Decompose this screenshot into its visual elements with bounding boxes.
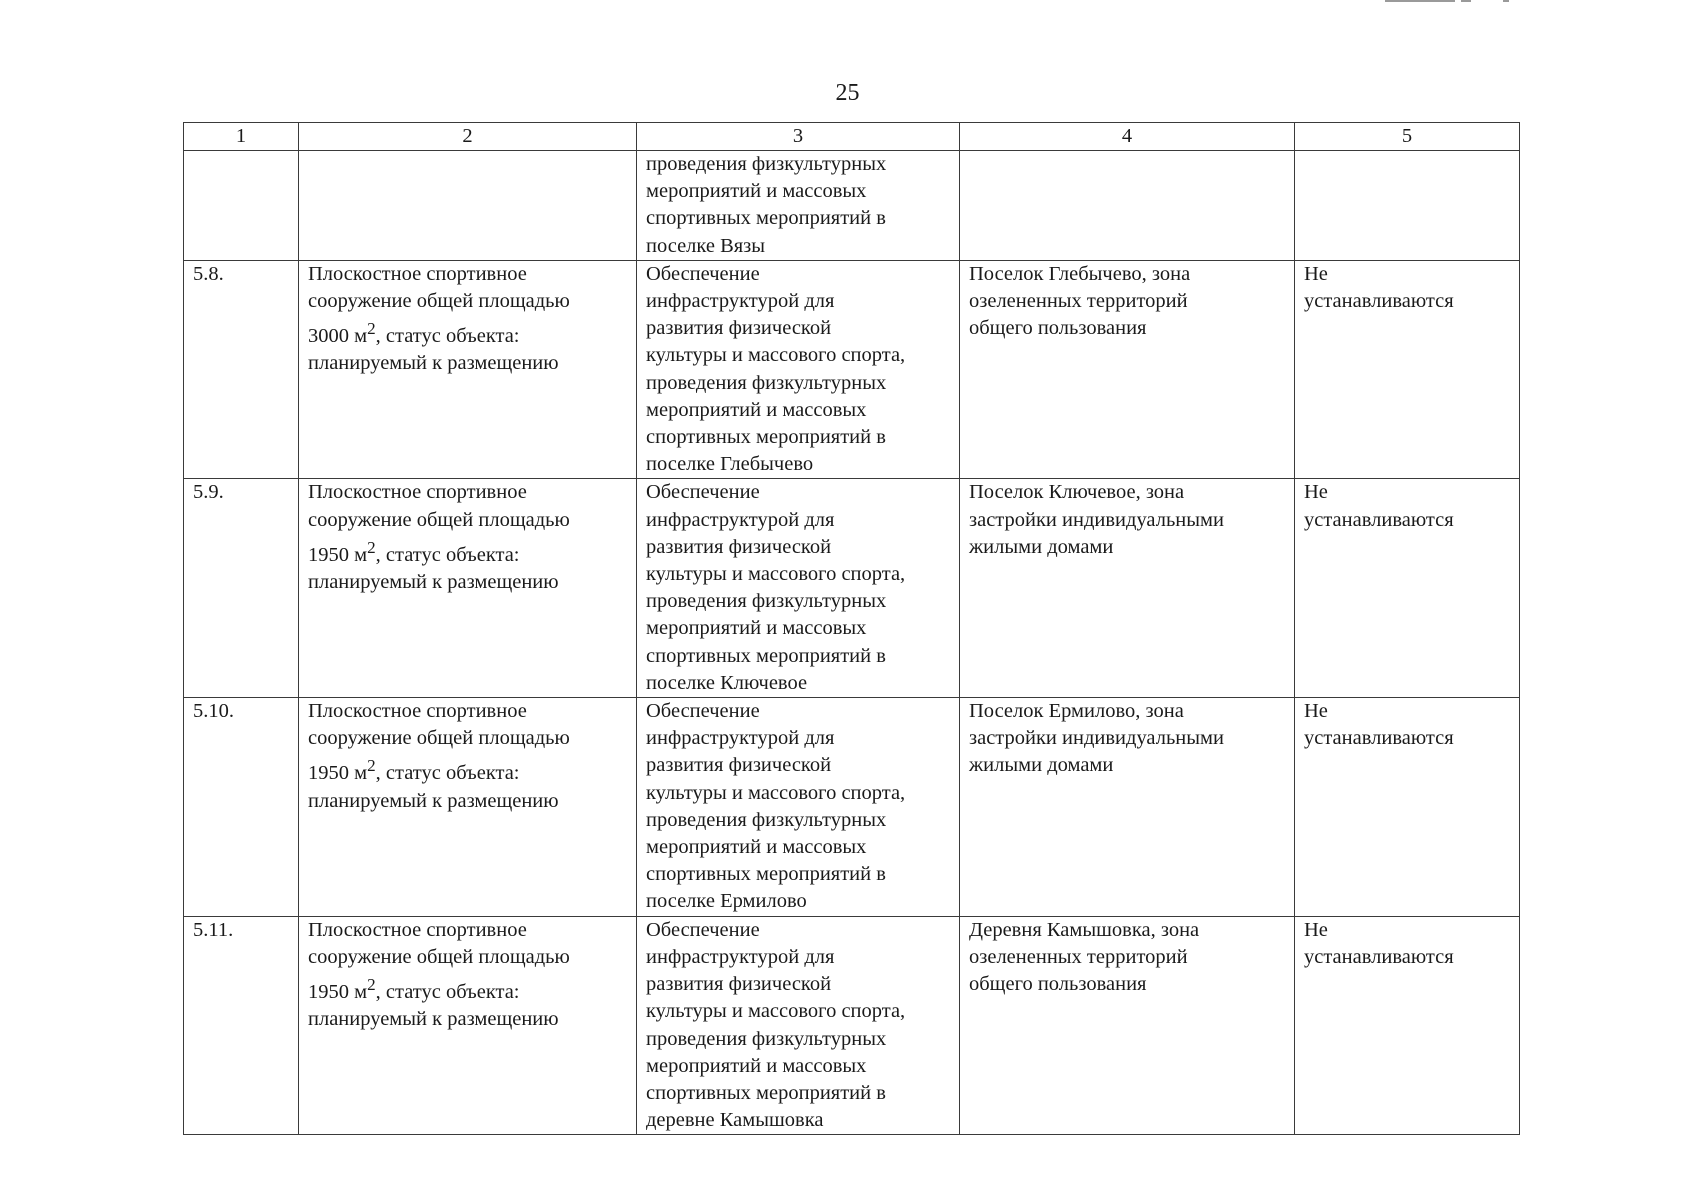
column-number-5: 5 <box>1295 123 1520 151</box>
continuation-cell-4 <box>960 151 1295 261</box>
continuation-cell-2 <box>299 151 637 261</box>
table-row <box>184 260 1520 479</box>
object-purpose: Обеспечение инфраструктурой для развития физической культуры и массового спорта, проведения физкультурных мероприятий и массовых спортивных мероприятий в поселке Ключевое <box>637 479 960 698</box>
table-row <box>184 479 1520 698</box>
continuation-cell-5 <box>1295 151 1520 261</box>
continuation-cell-3: проведения физкультурных мероприятий и массовых спортивных мероприятий в поселке Вязы <box>637 151 960 261</box>
object-purpose: Обеспечение инфраструктурой для развития физической культуры и массового спорта, проведения физкультурных мероприятий и массовых спортивных мероприятий в деревне Камышовка <box>637 916 960 1135</box>
protection-zones: Не устанавливаются <box>1295 479 1520 698</box>
object-description: Плоскостное спортивное сооружение общей площадью 1950 $м^2$, статус объекта: планируемый к размещению <box>299 479 637 698</box>
row-number: 5.10. <box>184 698 299 917</box>
page-number: 25 <box>835 80 860 106</box>
column-number-3: 3 <box>637 123 960 151</box>
row-number: 5.8. <box>184 260 299 479</box>
table-row <box>184 698 1520 917</box>
protection-zones: Не устанавливаются <box>1295 260 1520 479</box>
object-purpose: Обеспечение инфраструктурой для развития физической культуры и массового спорта, проведения физкультурных мероприятий и массовых спортивных мероприятий в поселке Глебычево <box>637 260 960 479</box>
protection-zones: Не устанавливаются <box>1295 916 1520 1135</box>
continuation-row <box>184 151 1520 261</box>
object-location: Поселок Ключевое, зона застройки индивидуальными жилыми домами <box>960 479 1295 698</box>
object-purpose: Обеспечение инфраструктурой для развития физической культуры и массового спорта, проведения физкультурных мероприятий и массовых спортивных мероприятий в поселке Ермилово <box>637 698 960 917</box>
scan-edge-marks <box>1385 0 1515 4</box>
object-description: Плоскостное спортивное сооружение общей площадью 3000 $м^2$, статус объекта: планируемый к размещению <box>299 260 637 479</box>
continuation-cell-1 <box>184 151 299 261</box>
column-number-row <box>184 123 1520 151</box>
object-location: Поселок Глебычево, зона озелененных территорий общего пользования <box>960 260 1295 479</box>
row-number: 5.9. <box>184 479 299 698</box>
column-number-2: 2 <box>299 123 637 151</box>
planning-objects-table <box>183 122 1520 1135</box>
object-location: Деревня Камышовка, зона озелененных территорий общего пользования <box>960 916 1295 1135</box>
column-number-1: 1 <box>184 123 299 151</box>
object-description: Плоскостное спортивное сооружение общей площадью 1950 $м^2$, статус объекта: планируемый к размещению <box>299 698 637 917</box>
column-number-4: 4 <box>960 123 1295 151</box>
protection-zones: Не устанавливаются <box>1295 698 1520 917</box>
row-number: 5.11. <box>184 916 299 1135</box>
object-location: Поселок Ермилово, зона застройки индивидуальными жилыми домами <box>960 698 1295 917</box>
object-description: Плоскостное спортивное сооружение общей площадью 1950 $м^2$, статус объекта: планируемый к размещению <box>299 916 637 1135</box>
table-row <box>184 916 1520 1135</box>
